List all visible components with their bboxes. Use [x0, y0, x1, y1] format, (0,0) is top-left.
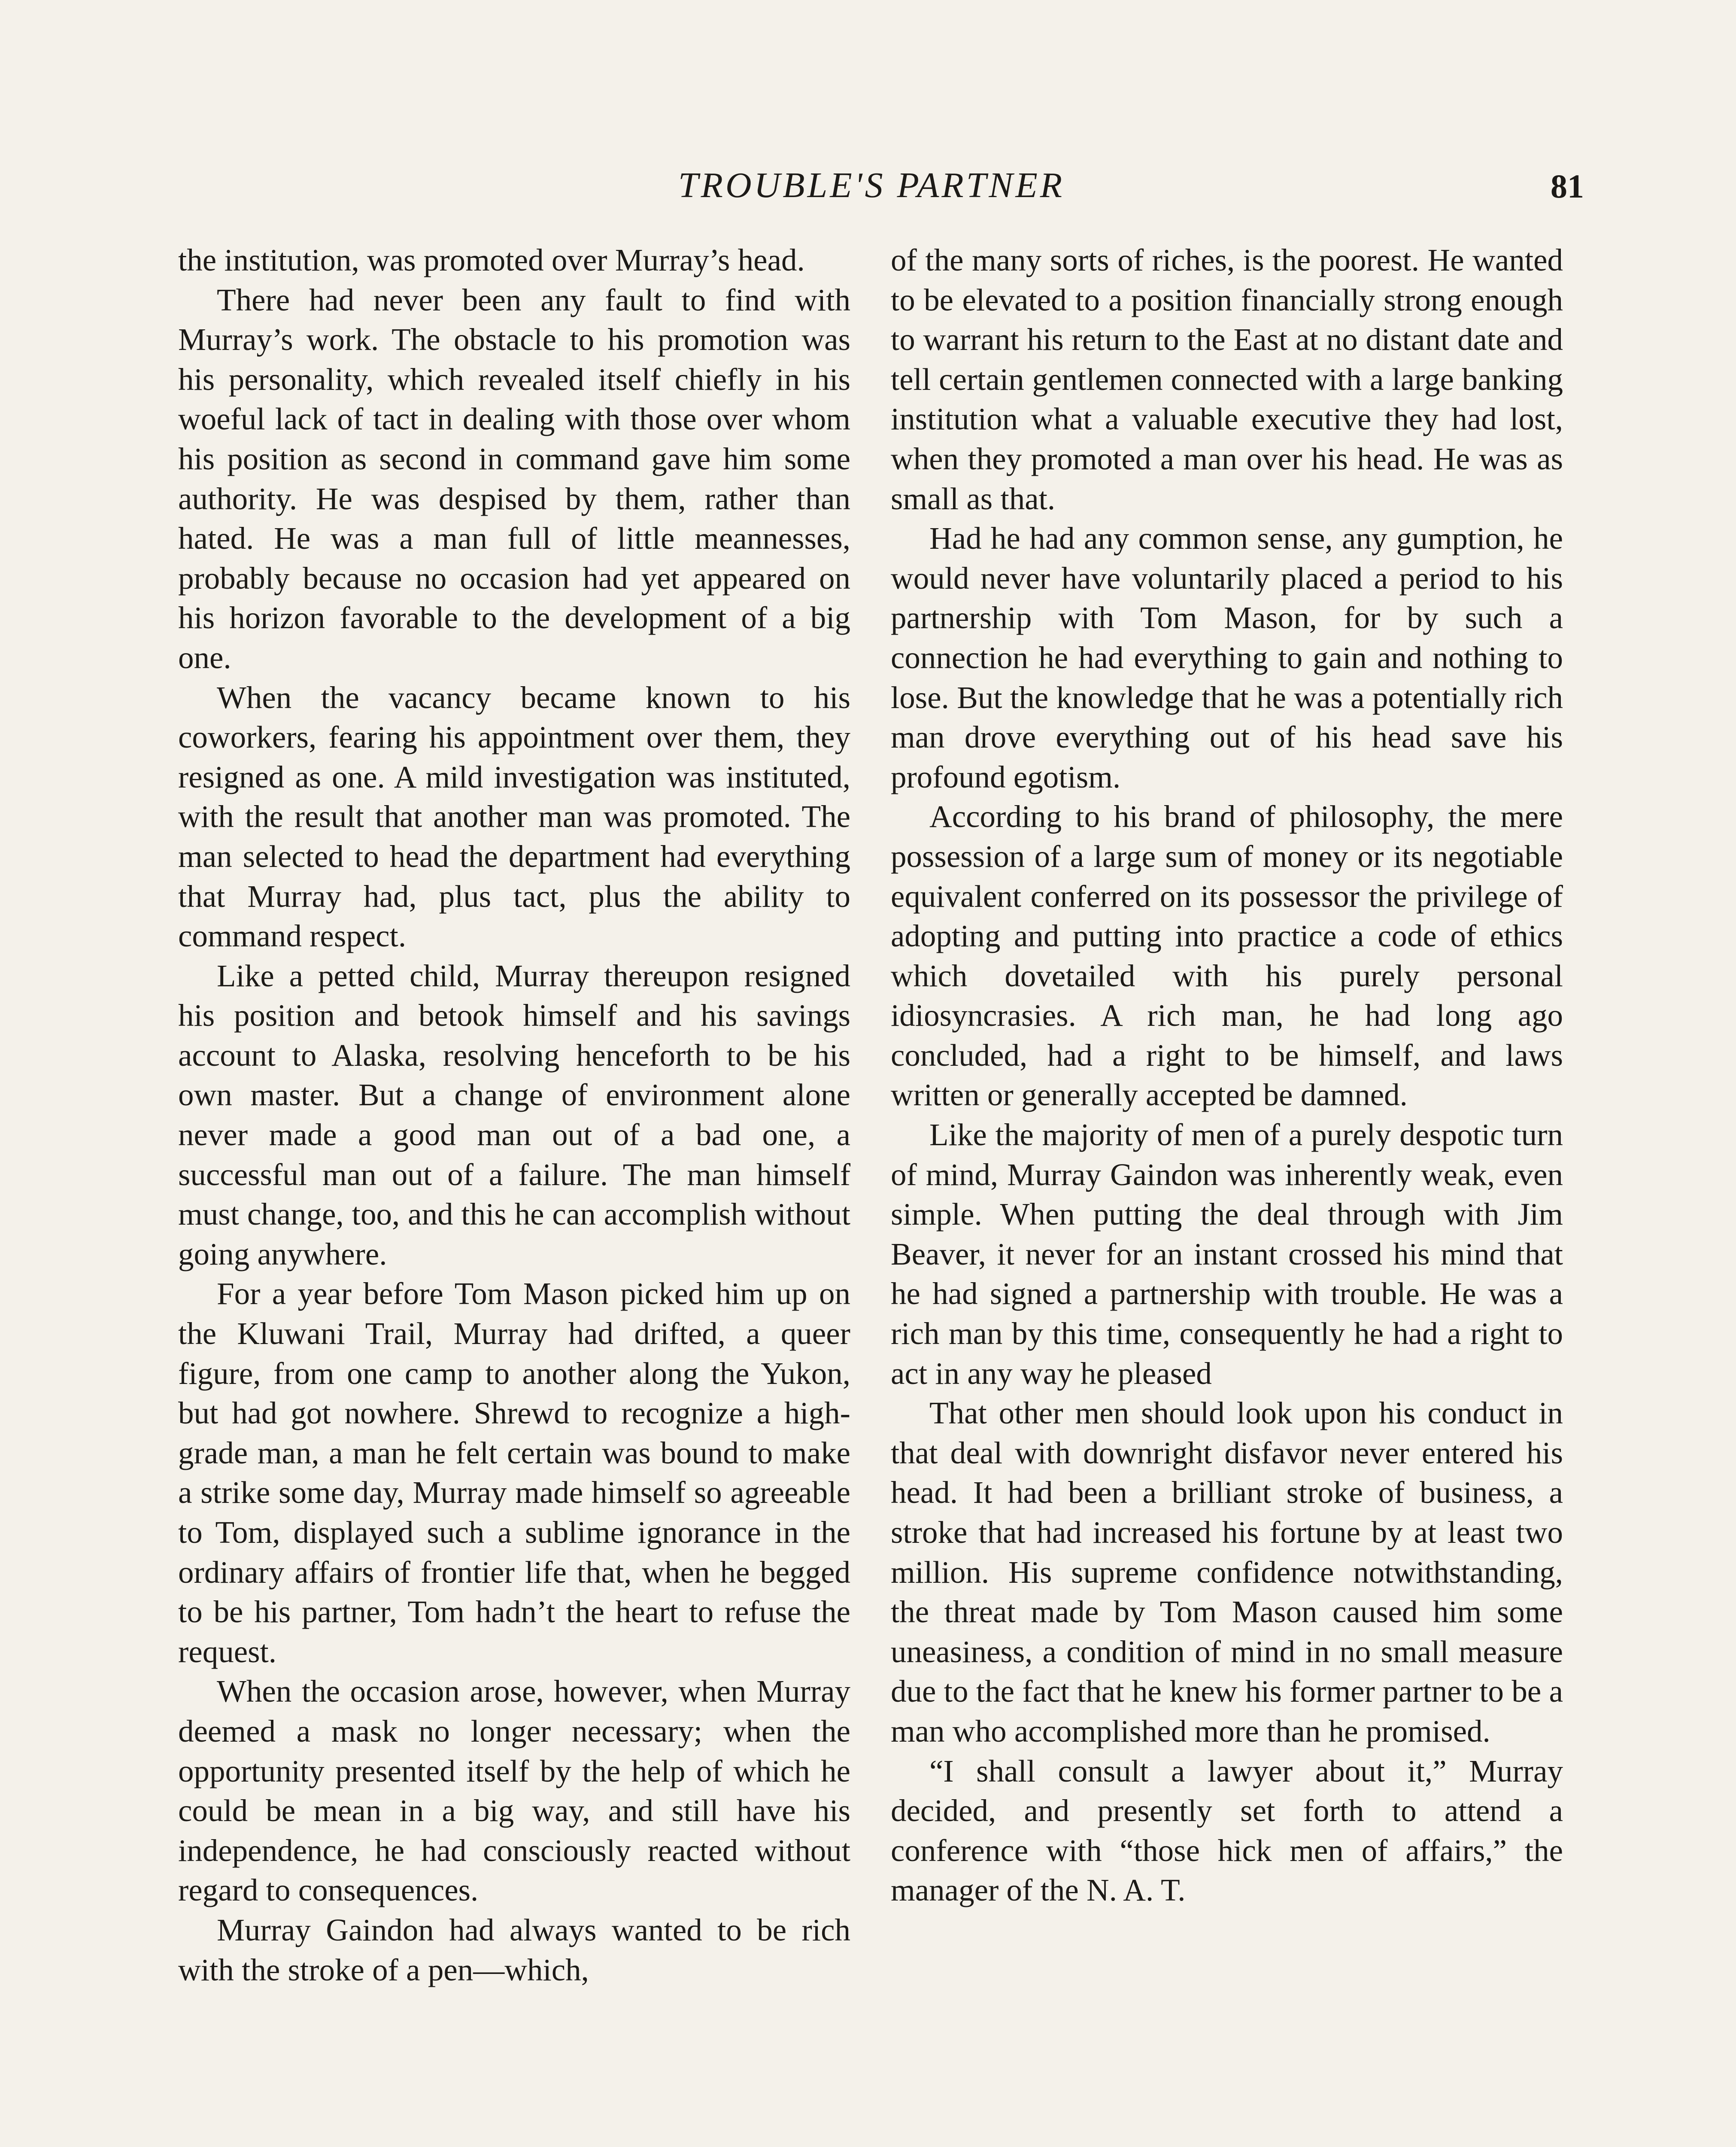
- paragraph: There had never been any fault to find with Murray’s work. The obstacle to his promotion was his personality, which revealed itself chiefly in his woeful lack of tact in dealing with those over whom his position as second in command gave him some authority. He was despised by them, rather than hated. He was a man full of little meannesses, probably because no occasion had yet appeared on his horizon favorable to the development of a big one.: [178, 282, 850, 675]
- paragraph: Murray Gaindon had always wanted to be rich with the stroke of a pen—which,: [178, 1912, 850, 1987]
- text-column-left: [178, 240, 850, 1990]
- paragraph: According to his brand of philosophy, the mere possession of a large sum of money or its negotiable equivalent conferred on its possessor the privilege of adopting and putting into practice a code of ethics which dovetailed with his purely personal idiosyncrasies. A rich man, he had long ago concluded, had a right to be himself, and laws written or generally accepted be damned.: [891, 799, 1563, 1113]
- running-title: TROUBLE'S PARTNER: [678, 165, 1065, 205]
- page-number: 81: [1551, 167, 1584, 205]
- paragraph: “I shall consult a lawyer about it,” Murray decided, and presently set forth to attend a conference with “those hick men of affairs,” the manager of the N. A. T.: [891, 1753, 1563, 1908]
- text-column-right: [891, 240, 1563, 1910]
- paragraph: When the vacancy became known to his coworkers, fearing his appointment over them, they resigned as one. A mild investigation was instituted, with the result that another man was promoted. The man selected to head the department had everything that Murray had, plus tact, plus the ability to command respect.: [178, 680, 850, 954]
- paragraph: Had he had any common sense, any gumption, he would never have voluntarily placed a period to his partnership with Tom Mason, for by such a connection he had everything to gain and nothing to lose. But the knowledge that he was a potentially rich man drove everything out of his head save his profound egotism.: [891, 521, 1563, 794]
- paragraph: of the many sorts of riches, is the poorest. He wanted to be elevated to a position financially strong enough to warrant his return to the East at no distant date and tell certain gentlemen connected with a large banking institution what a valuable executive they had lost, when they promoted a man over his head. He was as small as that.: [891, 243, 1563, 516]
- paragraph: That other men should look upon his conduct in that deal with downright disfavor never entered his head. It had been a brilliant stroke of business, a stroke that had increased his fortune by at least two million. His supreme confidence notwithstanding, the threat made by Tom Mason caused him some uneasiness, a condition of mind in no small measure due to the fact that he knew his former partner to be a man who accomplished more than he promised.: [891, 1396, 1563, 1749]
- paragraph: the institution, was promoted over Murray’s head.: [178, 243, 805, 277]
- paragraph: Like a petted child, Murray thereupon resigned his position and betook himself and his savings account to Alaska, resolving henceforth to be his own master. But a change of environment alone never made a good man out of a bad one, a successful man out of a failure. The man himself must change, too, and this he can accomplish without going anywhere.: [178, 958, 850, 1271]
- paragraph: When the occasion arose, however, when Murray deemed a mask no longer necessary; when the opportunity presented itself by the help of which he could be mean in a big way, and still have his independence, he had consciously reacted without regard to consequences.: [178, 1674, 850, 1908]
- paragraph: For a year before Tom Mason picked him up on the Kluwani Trail, Murray had drifted, a queer figure, from one camp to another along the Yukon, but had got nowhere. Shrewd to recognize a high-grade man, a man he felt certain was bound to make a strike some day, Murray made himself so agreeable to Tom, displayed such a sublime ignorance in the ordinary affairs of frontier life that, when he begged to be his partner, Tom hadn’t the heart to refuse the request.: [178, 1276, 850, 1669]
- paragraph: Like the majority of men of a purely despotic turn of mind, Murray Gaindon was inherently weak, even simple. When putting the deal through with Jim Beaver, it never for an instant crossed his mind that he had signed a partnership with trouble. He was a rich man by this time, consequently he had a right to act in any way he pleased: [891, 1117, 1563, 1391]
